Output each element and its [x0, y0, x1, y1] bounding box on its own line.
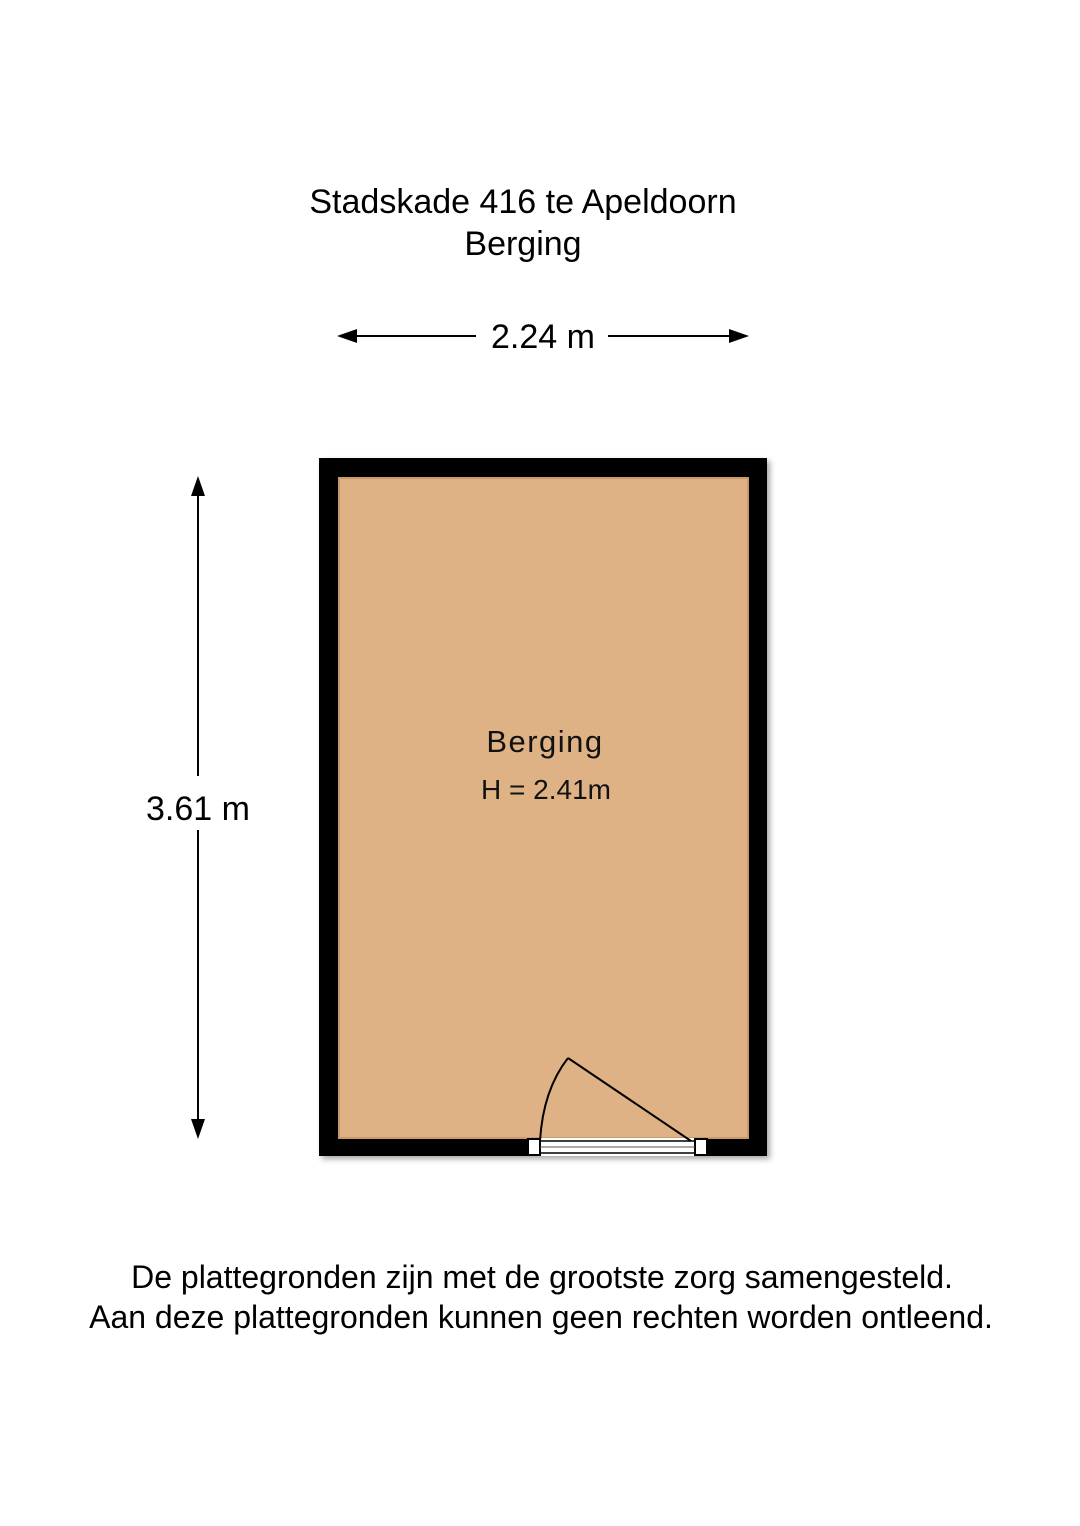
room-floor [339, 478, 748, 1138]
room-berging [319, 458, 767, 1156]
length-dimension-label: 3.61 m [146, 790, 250, 828]
room-height-label: H = 2.41m [481, 774, 611, 805]
room-name-label: Berging [486, 724, 604, 759]
width-dimension-label: 2.24 m [491, 318, 595, 356]
length-dimension [146, 476, 250, 1139]
plan-address-title: Stadskade 416 te Apeldoorn [309, 183, 737, 221]
plan-floor-title: Berging [464, 225, 582, 263]
disclaimer-line-1: De plattegronden zijn met de grootste zorg samengesteld. [131, 1259, 953, 1295]
disclaimer-line-2: Aan deze plattegronden kunnen geen rechten worden ontleend. [89, 1299, 993, 1335]
width-dimension [337, 318, 749, 356]
